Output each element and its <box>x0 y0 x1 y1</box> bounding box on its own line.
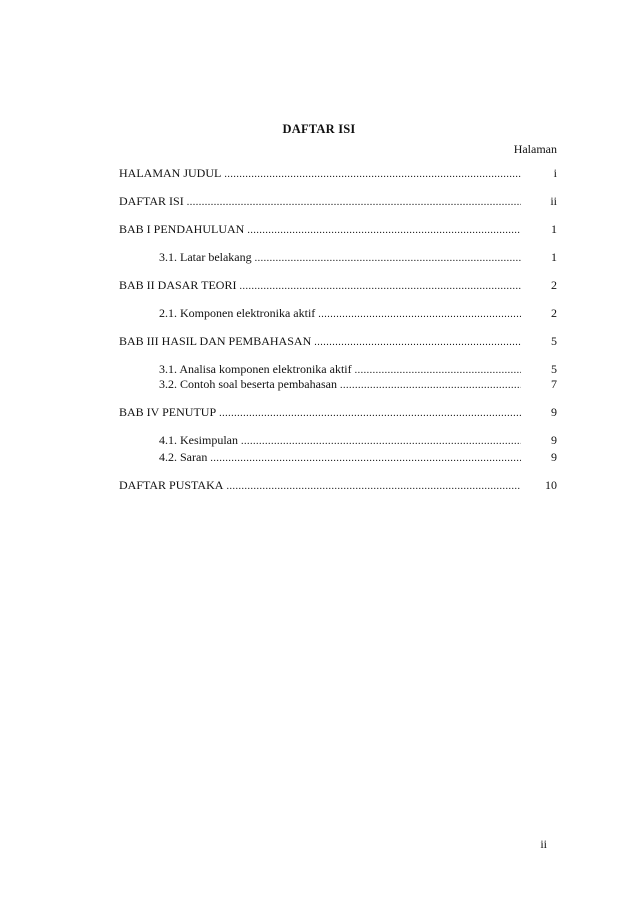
dot-leader <box>226 481 521 492</box>
toc-subentry-latar-belakang <box>159 250 557 266</box>
dot-leader <box>210 453 521 464</box>
toc-entry-label: 4.2. Saran <box>159 450 208 464</box>
toc-entry-label: BAB IV PENUTUP <box>119 405 217 419</box>
toc-entry-page: ii <box>550 194 557 208</box>
toc-entry-page: 9 <box>551 405 557 419</box>
dot-leader <box>318 309 521 320</box>
toc-entry-page: 5 <box>551 362 557 376</box>
toc-entry-label: HALAMAN JUDUL <box>119 166 222 180</box>
page-column-header: Halaman <box>513 142 557 156</box>
toc-entry-page: i <box>553 166 557 180</box>
dot-leader <box>247 225 521 236</box>
toc-entry-bab-1 <box>119 222 557 238</box>
toc-entry-page: 9 <box>551 433 557 447</box>
toc-entry-label: 4.1. Kesimpulan <box>159 433 238 447</box>
dot-leader <box>219 408 521 419</box>
toc-entry-page: 2 <box>551 306 557 320</box>
dot-leader <box>239 281 521 292</box>
toc-entry-page: 7 <box>551 377 557 391</box>
toc-entry-page: 1 <box>551 250 557 264</box>
toc-entry-label: DAFTAR PUSTAKA <box>119 478 224 492</box>
toc-entry-daftar-pustaka <box>119 478 557 494</box>
toc-subentry-saran <box>159 450 557 466</box>
toc-entry-daftar-isi <box>119 194 557 210</box>
toc-entry-halaman-judul <box>119 166 557 182</box>
dot-leader <box>224 169 521 180</box>
toc-entry-bab-4 <box>119 405 557 421</box>
toc-entry-label: BAB III HASIL DAN PEMBAHASAN <box>119 334 312 348</box>
toc-entry-label: BAB II DASAR TEORI <box>119 278 237 292</box>
toc-entry-page: 1 <box>551 222 557 236</box>
page-title: DAFTAR ISI <box>282 122 356 136</box>
toc-entry-label: BAB I PENDAHULUAN <box>119 222 245 236</box>
dot-leader <box>355 365 521 376</box>
toc-entry-page: 5 <box>551 334 557 348</box>
toc-entry-bab-2 <box>119 278 557 294</box>
toc-entry-label: 3.1. Analisa komponen elektronika aktif <box>159 362 352 376</box>
dot-leader <box>255 253 521 264</box>
toc-entry-page: 2 <box>551 278 557 292</box>
dot-leader <box>340 380 521 391</box>
toc-entry-label: DAFTAR ISI <box>119 194 184 208</box>
toc-subentry-analisa-komponen <box>159 362 557 378</box>
toc-subentry-komponen-aktif <box>159 306 557 322</box>
toc-subentry-contoh-soal <box>159 377 557 393</box>
toc-entry-label: 3.2. Contoh soal beserta pembahasan <box>159 377 337 391</box>
dot-leader <box>187 197 521 208</box>
dot-leader <box>314 337 521 348</box>
dot-leader <box>241 436 521 447</box>
footer-page-number: ii <box>540 837 547 851</box>
toc-entry-label: 2.1. Komponen elektronika aktif <box>159 306 316 320</box>
toc-subentry-kesimpulan <box>159 433 557 449</box>
toc-entry-label: 3.1. Latar belakang <box>159 250 252 264</box>
toc-entry-page: 10 <box>545 478 557 492</box>
toc-entry-bab-3 <box>119 334 557 350</box>
toc-entry-page: 9 <box>551 450 557 464</box>
